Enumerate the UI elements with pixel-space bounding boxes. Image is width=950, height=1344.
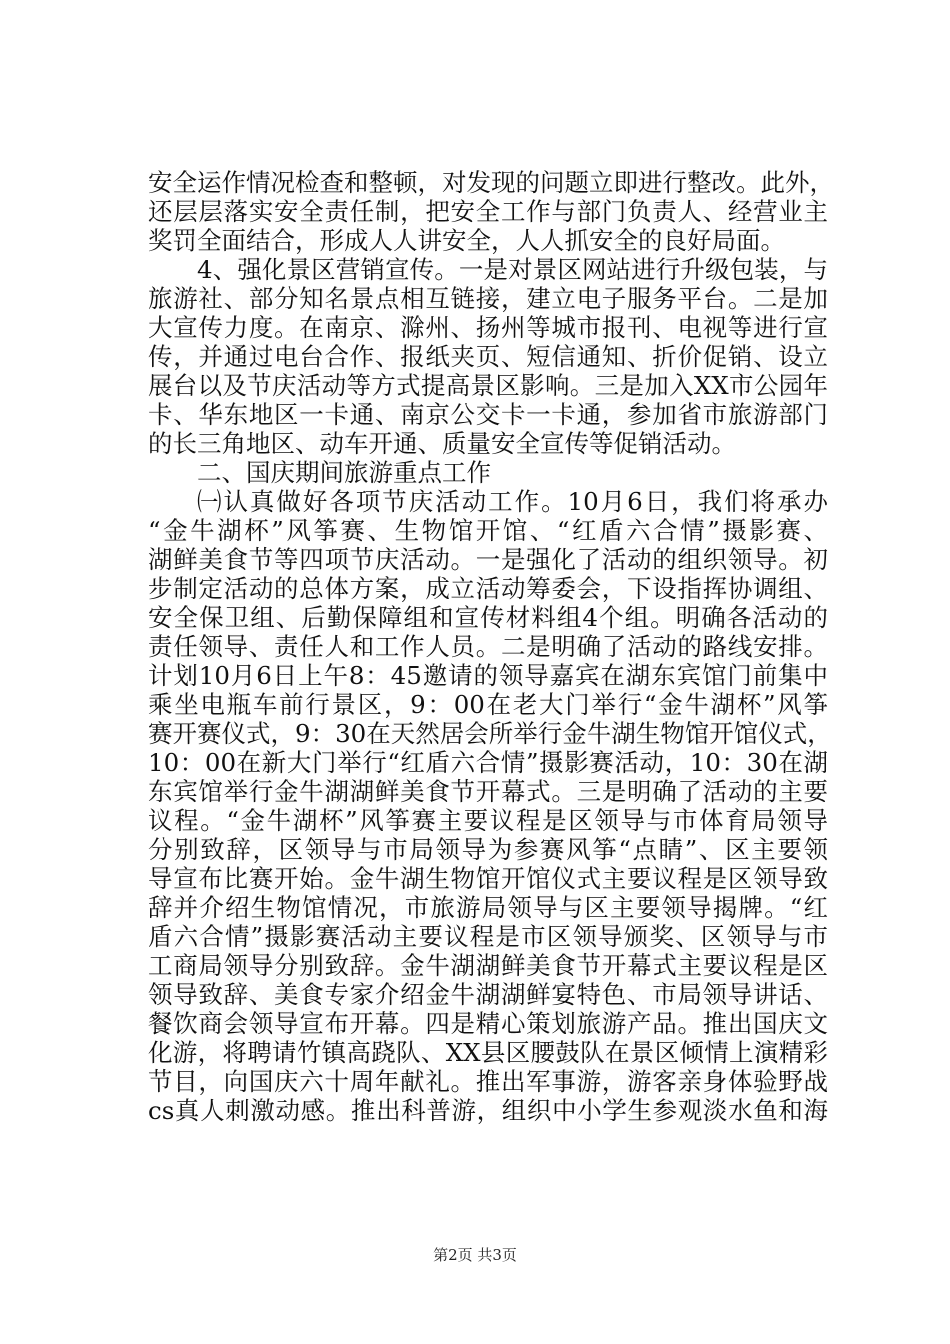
text-line: 卡、华东地区一卡通、南京公交卡一卡通，参加省市旅游部门 — [148, 400, 828, 429]
text-line: 化游，将聘请竹镇高跷队、XX县区腰鼓队在景区倾情上演精彩 — [148, 1038, 828, 1067]
text-line: 东宾馆举行金牛湖湖鲜美食节开幕式。三是明确了活动的主要 — [148, 777, 828, 806]
text-line: 传，并通过电台合作、报纸夹页、短信通知、折价促销、设立 — [148, 342, 828, 371]
text-line: 议程。“金牛湖杯”风筝赛主要议程是区领导与市体育局领导 — [148, 806, 828, 835]
text-line: 安全保卫组、后勤保障组和宣传材料组4个组。明确各活动的 — [148, 603, 828, 632]
text-line: 旅游社、部分知名景点相互链接，建立电子服务平台。二是加 — [148, 284, 828, 313]
body-text — [148, 168, 834, 1125]
text-line: 分别致辞，区领导与市局领导为参赛风筝“点睛”、区主要领 — [148, 835, 828, 864]
text-line: 湖鲜美食节等四项节庆活动。一是强化了活动的组织领导。初 — [148, 545, 828, 574]
text-line: 10：00在新大门举行“红盾六合情”摄影赛活动，10：30在湖 — [148, 748, 828, 777]
text-line: 还层层落实安全责任制，把安全工作与部门负责人、经营业主 — [148, 197, 828, 226]
text-line: 领导致辞、美食专家介绍金牛湖湖鲜宴特色、市局领导讲话、 — [148, 980, 828, 1009]
text-line: 赛开赛仪式，9：30在天然居会所举行金牛湖生物馆开馆仪式， — [148, 719, 832, 748]
text-line: 的长三角地区、动车开通、质量安全宣传等促销活动。 — [148, 429, 736, 458]
text-line: 餐饮商会领导宣布开幕。四是精心策划旅游产品。推出国庆文 — [148, 1009, 828, 1038]
text-line: 节目，向国庆六十周年献礼。推出军事游，游客亲身体验野战 — [148, 1067, 828, 1096]
text-line: 盾六合情”摄影赛活动主要议程是市区领导颁奖、区领导与市 — [148, 922, 828, 951]
text-line: 辞并介绍生物馆情况，市旅游局领导与区主要领导揭牌。“红 — [148, 893, 828, 922]
text-line: 大宣传力度。在南京、滁州、扬州等城市报刊、电视等进行宣 — [148, 313, 828, 342]
text-line: 奖罚全面结合，形成人人讲安全，人人抓安全的良好局面。 — [148, 226, 785, 255]
text-line: 展台以及节庆活动等方式提高景区影响。三是加入XX市公园年 — [148, 371, 828, 400]
text-line: ㈠认真做好各项节庆活动工作。10月6日，我们将承办 — [197, 487, 828, 516]
text-line: cs真人刺激动感。推出科普游，组织中小学生参观淡水鱼和海 — [148, 1096, 828, 1125]
text-line: 步制定活动的总体方案，成立活动筹委会，下设指挥协调组、 — [148, 574, 828, 603]
page-number-footer: 第2页 共3页 — [433, 1246, 517, 1264]
text-line: 安全运作情况检查和整顿，对发现的问题立即进行整改。此外， — [148, 168, 834, 197]
text-line: 导宣布比赛开始。金牛湖生物馆开馆仪式主要议程是区领导致 — [148, 864, 828, 893]
text-line: “金牛湖杯”风筝赛、生物馆开馆、“红盾六合情”摄影赛、 — [148, 516, 828, 545]
text-line: 责任领导、责任人和工作人员。二是明确了活动的路线安排。 — [148, 632, 828, 661]
section-heading: 二、国庆期间旅游重点工作 — [197, 458, 491, 487]
text-line: 4、强化景区营销宣传。一是对景区网站进行升级包装，与 — [197, 255, 828, 284]
text-line: 乘坐电瓶车前行景区，9：00在老大门举行“金牛湖杯”风筝 — [148, 690, 828, 719]
text-line: 工商局领导分别致辞。金牛湖湖鲜美食节开幕式主要议程是区 — [148, 951, 828, 980]
text-line: 计划10月6日上午8：45邀请的领导嘉宾在湖东宾馆门前集中 — [148, 661, 828, 690]
